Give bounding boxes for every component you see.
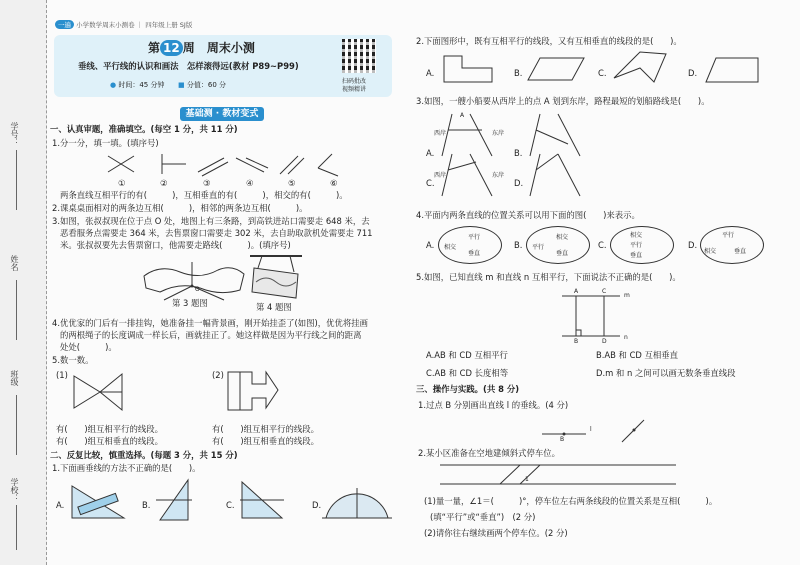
binding-strip — [0, 0, 47, 565]
score-icon: ■ — [178, 81, 185, 89]
fig4-caption: 第 4 题图 — [256, 302, 292, 312]
q5-2-perp-answer[interactable]: 有( )组互相垂直的线段。 — [212, 436, 320, 446]
q1-label-1: ① — [118, 178, 126, 188]
fig5-label-a: A — [574, 288, 579, 295]
venn-a-perp: 垂直 — [468, 250, 481, 257]
grade-label: 四年级上册 SJ版 — [145, 21, 193, 29]
qr-caption-1: 扫码批改 — [342, 78, 367, 85]
line-l-label: l — [590, 426, 592, 433]
venn-b-intersect: 相交 — [556, 234, 569, 241]
venn-d-parallel: 平行 — [722, 232, 735, 239]
protractor-figure-d — [322, 478, 392, 524]
name-line — [16, 280, 17, 340]
name-label: 姓名 — [10, 255, 19, 271]
sec1-title: 一、认真审题，准确填空。(每空 1 分，共 11 分) — [50, 124, 238, 134]
parking-lot-figure[interactable] — [440, 462, 680, 488]
q1-5-title: 5.数一数。 — [52, 355, 94, 365]
q5-part1-label: (1) — [56, 370, 68, 380]
q2-1-option-d[interactable]: D. — [312, 500, 322, 510]
q3-2-text: 2.某小区准备在空地建倾斜式停车位。 — [418, 448, 560, 458]
section-banner: 基础测 · 教材变式 — [180, 107, 264, 121]
q2-3-option-d[interactable]: D. — [514, 178, 524, 188]
fig5-label-m: m — [624, 292, 630, 299]
q3-2-2-text: (2)请你往右继续画两个停车位。(2 分) — [424, 528, 568, 538]
hanging-picture-figure — [248, 252, 304, 300]
fig5-label-c: C — [602, 288, 607, 295]
series-name: 小学数学周末小测卷 — [76, 21, 135, 29]
clock-icon: ● — [110, 81, 117, 89]
triangle-ruler-figure-c — [238, 478, 286, 524]
river-route-c — [440, 152, 500, 198]
west-bank-label-a: 西岸 — [434, 130, 447, 137]
venn-a-parallel: 平行 — [468, 234, 481, 241]
q1-4-line2: 的两根绳子的长度调成一样长后，画就挂正了。她这样做是因为平行线之间的距离 — [60, 330, 362, 340]
q2-2-text: 2.下面图形中，既有互相平行的线段，又有互相垂直的线段的是( )。 — [416, 36, 682, 46]
arrow-shape-figure — [222, 366, 282, 418]
school-line — [16, 505, 17, 550]
q3-2-1-hint: (填“平行”或“垂直”) (2 分) — [430, 512, 536, 522]
q2-4-option-b[interactable]: B. — [514, 240, 523, 250]
student-no-line — [16, 150, 17, 210]
sec2-title: 二、反复比较，慎重选择。(每题 3 分，共 15 分) — [50, 450, 238, 460]
q1-2-text[interactable]: 2.课桌桌面相对的两条边互相( )，相邻的两条边互相( )。 — [52, 203, 308, 213]
q2-1-text: 1.下面画垂线的方法不正确的是( )。 — [52, 463, 201, 473]
fig3-caption: 第 3 题图 — [172, 298, 208, 308]
time-label — [110, 80, 164, 90]
venn-d-intersect: 相交 — [704, 248, 717, 255]
q2-5-option-c[interactable]: C.AB 和 CD 长度相等 — [426, 368, 509, 378]
fig5-label-b: B — [574, 338, 579, 345]
sec3-title: 三、操作与实践。(共 8 分) — [416, 384, 520, 394]
triangle-ruler-figure-b — [154, 476, 194, 524]
page-title: 周末小测 — [206, 41, 255, 55]
west-bank-label-c: 西岸 — [434, 172, 447, 179]
qr-code-icon[interactable] — [342, 39, 376, 73]
q1-label-5: ⑤ — [288, 178, 296, 188]
q1-3-line2: 恶看服务点需要走 364 米，去售票窗口需要走 302 米，去自助取款机处需要走 711 — [60, 228, 373, 238]
q1-answer-line[interactable]: 两条直线互相平行的有( )，互相垂直的有( )，相交的有( )。 — [60, 190, 348, 200]
q2-3-text: 3.如图，一艘小船要从西岸上的点 A 划到东岸，路程最短的划船路线是( )。 — [416, 96, 710, 106]
q1-label-3: ③ — [203, 178, 211, 188]
q5-2-parallel-answer[interactable]: 有( )组互相平行的线段。 — [212, 424, 320, 434]
q2-2-option-a[interactable]: A. — [426, 68, 435, 78]
trapezoid-figure — [702, 54, 762, 86]
q3-2-1-text[interactable]: (1)量一量，∠1＝( )°，停车位左右两条线段的位置关系是互相( )。 — [424, 496, 718, 506]
class-label: 班级 — [10, 370, 19, 386]
shape-l-figure — [440, 52, 496, 86]
venn-c-intersect: 相交 — [630, 232, 643, 239]
q2-2-option-d[interactable]: D. — [688, 68, 698, 78]
q2-1-option-c[interactable]: C. — [226, 500, 235, 510]
q2-4-option-d[interactable]: D. — [688, 240, 698, 250]
week-suffix: 周 — [182, 41, 195, 55]
fig5-label-n: n — [624, 334, 628, 341]
q1-label-2: ② — [160, 178, 168, 188]
q1-4-line1: 4.优优家的门后有一排挂钩，她准备挂一幅背景画，刚开始挂歪了(如图)，优优将挂画 — [52, 318, 369, 328]
east-bank-label-c: 东岸 — [492, 172, 505, 179]
q1-3-line1: 3.如图，张叔叔现在位于点 O 处，地图上有三条路，到高铁进站口需要走 648 米，去 — [52, 216, 370, 226]
q1-1-text: 1.分一分，填一填。(填序号) — [52, 138, 159, 148]
week-number: 12 — [160, 40, 183, 56]
point-a-label: A — [460, 112, 465, 119]
q2-4-option-c[interactable]: C. — [598, 240, 607, 250]
point-b-label: B — [560, 436, 565, 443]
class-line — [16, 395, 17, 455]
venn-c-parallel: 平行 — [630, 242, 643, 249]
parallelogram-figure — [524, 54, 588, 84]
angle-1-label: 1 — [525, 476, 529, 483]
venn-a-intersect: 相交 — [444, 244, 457, 251]
header-subtitle: 垂线、平行线的认识和画法 怎样滚得远(教材 P89~P99) — [78, 61, 299, 71]
q1-3-line3[interactable]: 米。张叔叔要先去售票窗口，他需要走路线( )。(填序号) — [60, 240, 291, 250]
q3-1-text: 1.过点 B 分别画出直线 l 的垂线。(4 分) — [418, 400, 569, 410]
score-value: 分值：60 分 — [186, 81, 226, 89]
triangle-ruler-figure-a — [68, 480, 128, 522]
q2-5-option-b[interactable]: B.AB 和 CD 互相垂直 — [596, 350, 679, 360]
series-badge: 一遍 — [55, 20, 74, 29]
q2-5-option-a[interactable]: A.AB 和 CD 互相平行 — [426, 350, 508, 360]
q2-1-option-a[interactable]: A. — [56, 500, 65, 510]
q5-1-perp-answer[interactable]: 有( )组互相垂直的线段。 — [56, 436, 164, 446]
qr-caption-2: 视频精讲 — [342, 86, 367, 93]
venn-b-parallel: 平行 — [532, 244, 545, 251]
q2-5-text: 5.如图，已知直线 m 和直线 n 互相平行，下面说法不正确的是( )。 — [416, 272, 681, 282]
time-value: 时间：45 分钟 — [118, 81, 165, 89]
top-bar: 一遍 小学数学周末小测卷 ｜ 四年级上册 SJ版 — [55, 20, 192, 29]
school-label: 学校： — [10, 478, 19, 502]
east-bank-label-a: 东岸 — [492, 130, 505, 137]
irregular-shape-figure — [610, 48, 672, 86]
score-label — [178, 80, 226, 90]
q5-part2-label: (2) — [212, 370, 224, 380]
venn-b-perp: 垂直 — [556, 250, 569, 257]
q2-2-option-b[interactable]: B. — [514, 68, 523, 78]
q2-2-option-c[interactable]: C. — [598, 68, 607, 78]
q1-label-4: ④ — [246, 178, 254, 188]
fig5-label-d: D — [602, 338, 607, 345]
q1-label-6: ⑥ — [330, 178, 338, 188]
q2-3-option-a[interactable]: A. — [426, 148, 435, 158]
q2-1-option-b[interactable]: B. — [142, 500, 151, 510]
q2-4-option-a[interactable]: A. — [426, 240, 435, 250]
perpendicular-drawing-figure[interactable] — [540, 412, 660, 448]
river-route-d — [528, 152, 588, 198]
point-o-label: O — [195, 286, 200, 293]
q1-line-figures — [100, 150, 360, 180]
q2-4-text: 4.平面内两条直线的位置关系可以用下面的图( )来表示。 — [416, 210, 640, 220]
q2-3-option-c[interactable]: C. — [426, 178, 435, 188]
q2-5-option-d[interactable]: D.m 和 n 之间可以画无数条垂直线段 — [596, 368, 736, 378]
week-prefix: 第 — [148, 41, 161, 55]
venn-d-perp: 垂直 — [734, 248, 747, 255]
q1-4-line3[interactable]: 处处( )。 — [60, 342, 117, 352]
venn-c-perp: 垂直 — [630, 252, 643, 259]
student-no-label: 学号： — [10, 122, 19, 146]
week-title — [148, 40, 255, 56]
q5-1-parallel-answer[interactable]: 有( )组互相平行的线段。 — [56, 424, 164, 434]
q2-3-option-b[interactable]: B. — [514, 148, 523, 158]
fish-figure — [70, 368, 130, 418]
